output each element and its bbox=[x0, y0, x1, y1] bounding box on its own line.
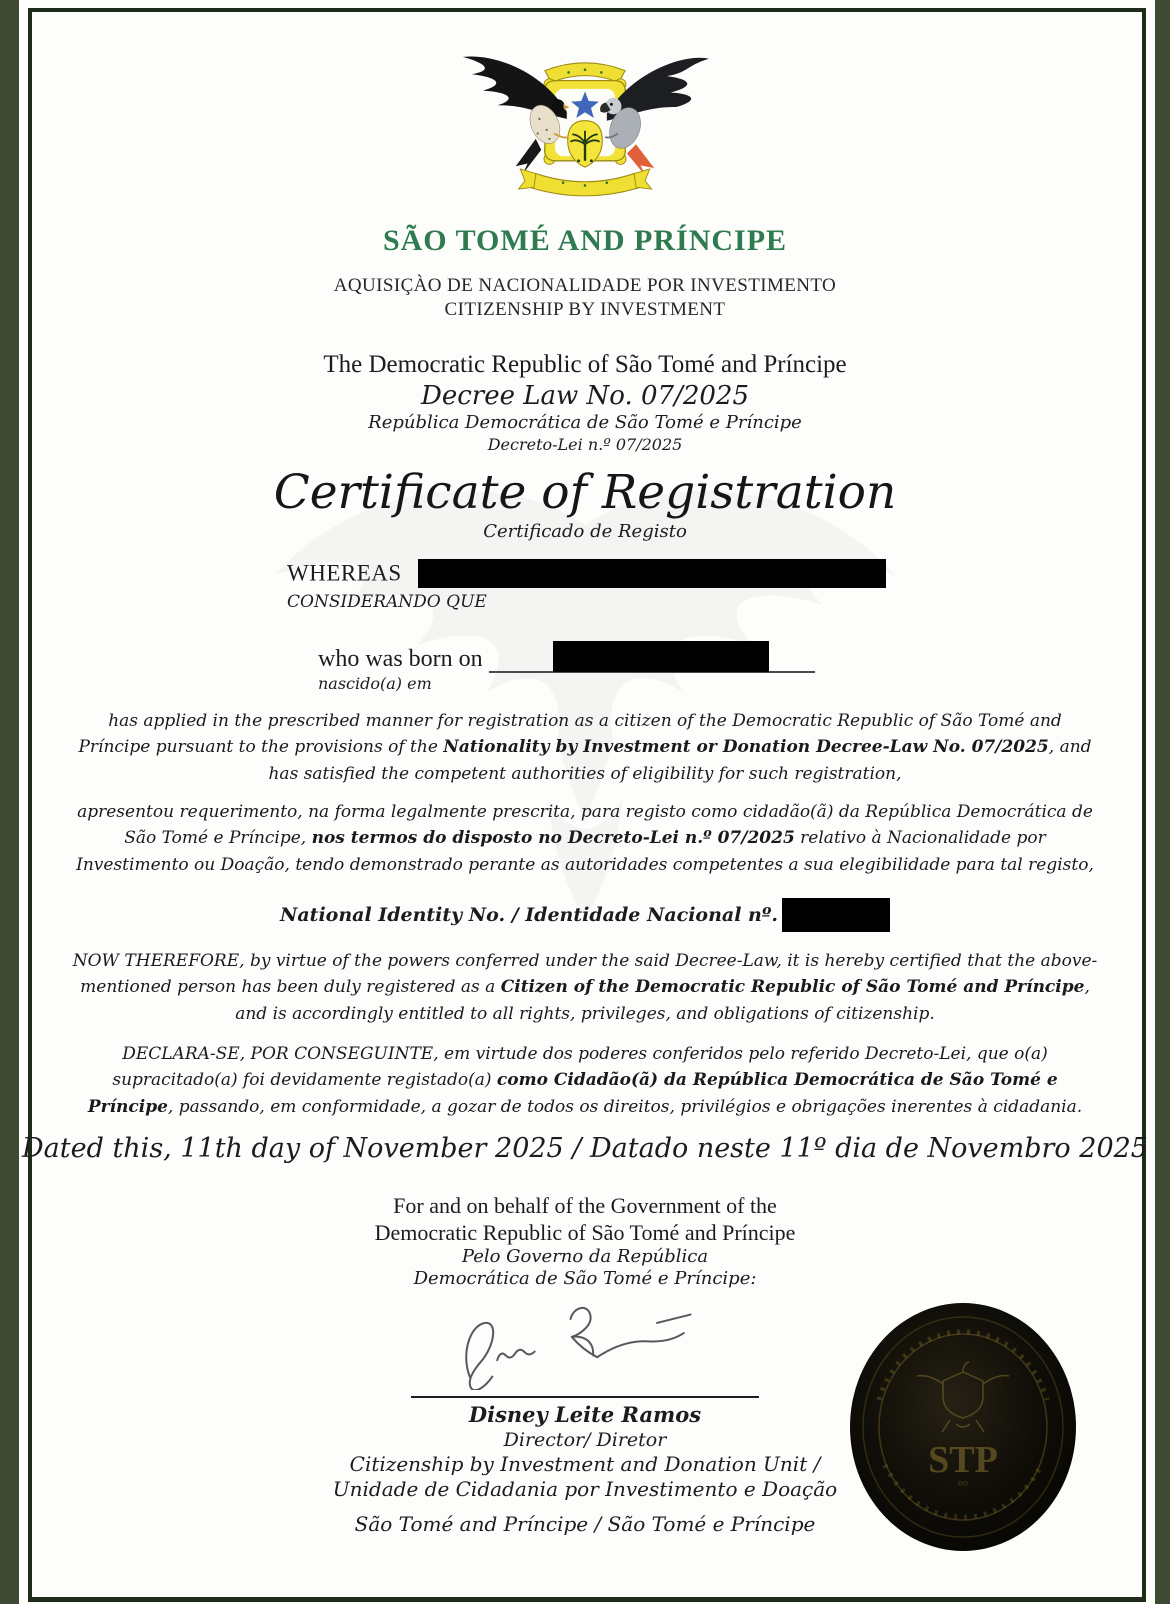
applied-pt-pre: apresentou requerimento, na forma legalmente prescrita, para registo como cidadão(ã) da República Democrática de São Tomé e Príncipe, bbox=[77, 802, 1093, 849]
decree-line-en: Decree Law No. 07/2025 bbox=[420, 381, 750, 411]
therefore-pt-pre: DECLARA-SE, POR CONSEGUINTE, em virtude dos poderes conferidos pelo referido Decreto-Lei, que o(a) supracitado(a) foi devidamente registado(a) bbox=[112, 1044, 1048, 1091]
top-ribbon bbox=[545, 63, 625, 83]
paragraph-therefore-pt bbox=[70, 1041, 1100, 1120]
whereas-row bbox=[0, 559, 1170, 591]
national-id-row bbox=[0, 898, 1170, 934]
applied-en-pre: has applied in the prescribed manner for registration as a citizen of the Democratic Republic of São Tomé and Príncipe pursuant to the provisions of the bbox=[78, 711, 1062, 758]
coat-of-arms bbox=[430, 46, 740, 210]
svg-text:ºº: ºº bbox=[958, 1479, 968, 1496]
unit-name-en: Citizenship by Investment and Donation Unit / bbox=[349, 1452, 821, 1477]
behalf-pt-line-1: Pelo Governo da República bbox=[461, 1246, 709, 1268]
behalf-line-2: Democratic Republic of São Tomé and Príncipe bbox=[374, 1220, 796, 1246]
dated-line: Dated this, 11th day of November 2025 / Datado neste 11º dia de Novembro 2025 bbox=[22, 1133, 1148, 1165]
redacted-national-id-bar bbox=[782, 898, 890, 932]
signature-place: São Tomé and Príncipe / São Tomé e Príncipe bbox=[354, 1512, 816, 1537]
therefore-en-post: , and is accordingly entitled to all rights, privileges, and obligations of citizenship. bbox=[235, 977, 1090, 1024]
therefore-pt-bold: como Cidadão(ã) da República Democrática de São Tomé e Príncipe bbox=[87, 1070, 1058, 1117]
paragraph-therefore-en bbox=[70, 948, 1100, 1027]
unit-name-pt: Unidade de Cidadania por Investimento e Doação bbox=[332, 1477, 838, 1502]
applied-en-post: , and has satisfied the competent authorities of eligibility for such registration, bbox=[268, 737, 1092, 784]
national-id-label: National Identity No. / Identidade Nacional nº. bbox=[280, 904, 778, 927]
applied-pt-bold: nos termos do disposto no Decreto-Lei n.º 07/2025 bbox=[311, 828, 795, 849]
birth-row bbox=[0, 639, 1170, 673]
redacted-birthdate-bar bbox=[553, 641, 769, 672]
signatory-name: Disney Leite Ramos bbox=[468, 1402, 702, 1428]
republic-line-pt: República Democrática de São Tomé e Príncipe bbox=[368, 412, 802, 433]
paragraph-applied-pt bbox=[70, 799, 1100, 878]
birth-date-line bbox=[489, 639, 815, 673]
redacted-name-bar bbox=[418, 559, 886, 588]
country-title: SÃO TOMÉ AND PRÍNCIPE bbox=[382, 224, 788, 257]
certificate-title: Certificate of Registration bbox=[273, 465, 897, 520]
whereas-label: WHEREAS bbox=[287, 560, 402, 586]
signature-line bbox=[411, 1396, 759, 1398]
program-name-pt: AQUISIÇÀO DE NACIONALIDADE POR INVESTIMENTO bbox=[333, 275, 837, 296]
therefore-pt-post: , passando, em conformidade, a gozar de todos os direitos, privilégios e obrigações inerentes à cidadania. bbox=[167, 1096, 1083, 1117]
decree-line-pt: Decreto-Lei n.º 07/2025 bbox=[487, 435, 683, 454]
signatory-role: Director/ Diretor bbox=[503, 1429, 667, 1452]
applied-en-bold: Nationality by Investment or Donation Decree-Law No. 07/2025 bbox=[443, 737, 1049, 758]
birth-label: who was born on bbox=[318, 646, 483, 672]
paragraph-applied-en bbox=[70, 708, 1100, 787]
therefore-en-pre: NOW THEREFORE, by virtue of the powers conferred under the said Decree-Law, it is hereby certified that the above-mentioned person has been duly registered as a bbox=[72, 951, 1098, 998]
therefore-en-bold: Citizen of the Democratic Republic of São Tomé and Príncipe bbox=[500, 977, 1085, 998]
whereas-label-pt: CONSIDERANDO QUE bbox=[287, 592, 487, 612]
embossed-seal bbox=[846, 1300, 1080, 1554]
handwritten-signature bbox=[420, 1290, 750, 1390]
seal-monogram: STP bbox=[928, 1439, 998, 1481]
applied-pt-post: relativo à Nacionalidade por Investimento ou Doação, tendo demonstrado perante as autoridades competentes a sua elegibilidade para tal registo, bbox=[76, 828, 1094, 875]
republic-line-en: The Democratic Republic of São Tomé and Príncipe bbox=[323, 351, 847, 378]
birth-label-pt: nascido(a) em bbox=[318, 674, 432, 693]
program-name-en: CITIZENSHIP BY INVESTMENT bbox=[444, 299, 726, 320]
behalf-pt-line-2: Democrática de São Tomé e Príncipe: bbox=[413, 1268, 757, 1290]
certificate-title-pt: Certificado de Registo bbox=[483, 521, 687, 542]
behalf-line-1: For and on behalf of the Government of the bbox=[393, 1193, 777, 1219]
